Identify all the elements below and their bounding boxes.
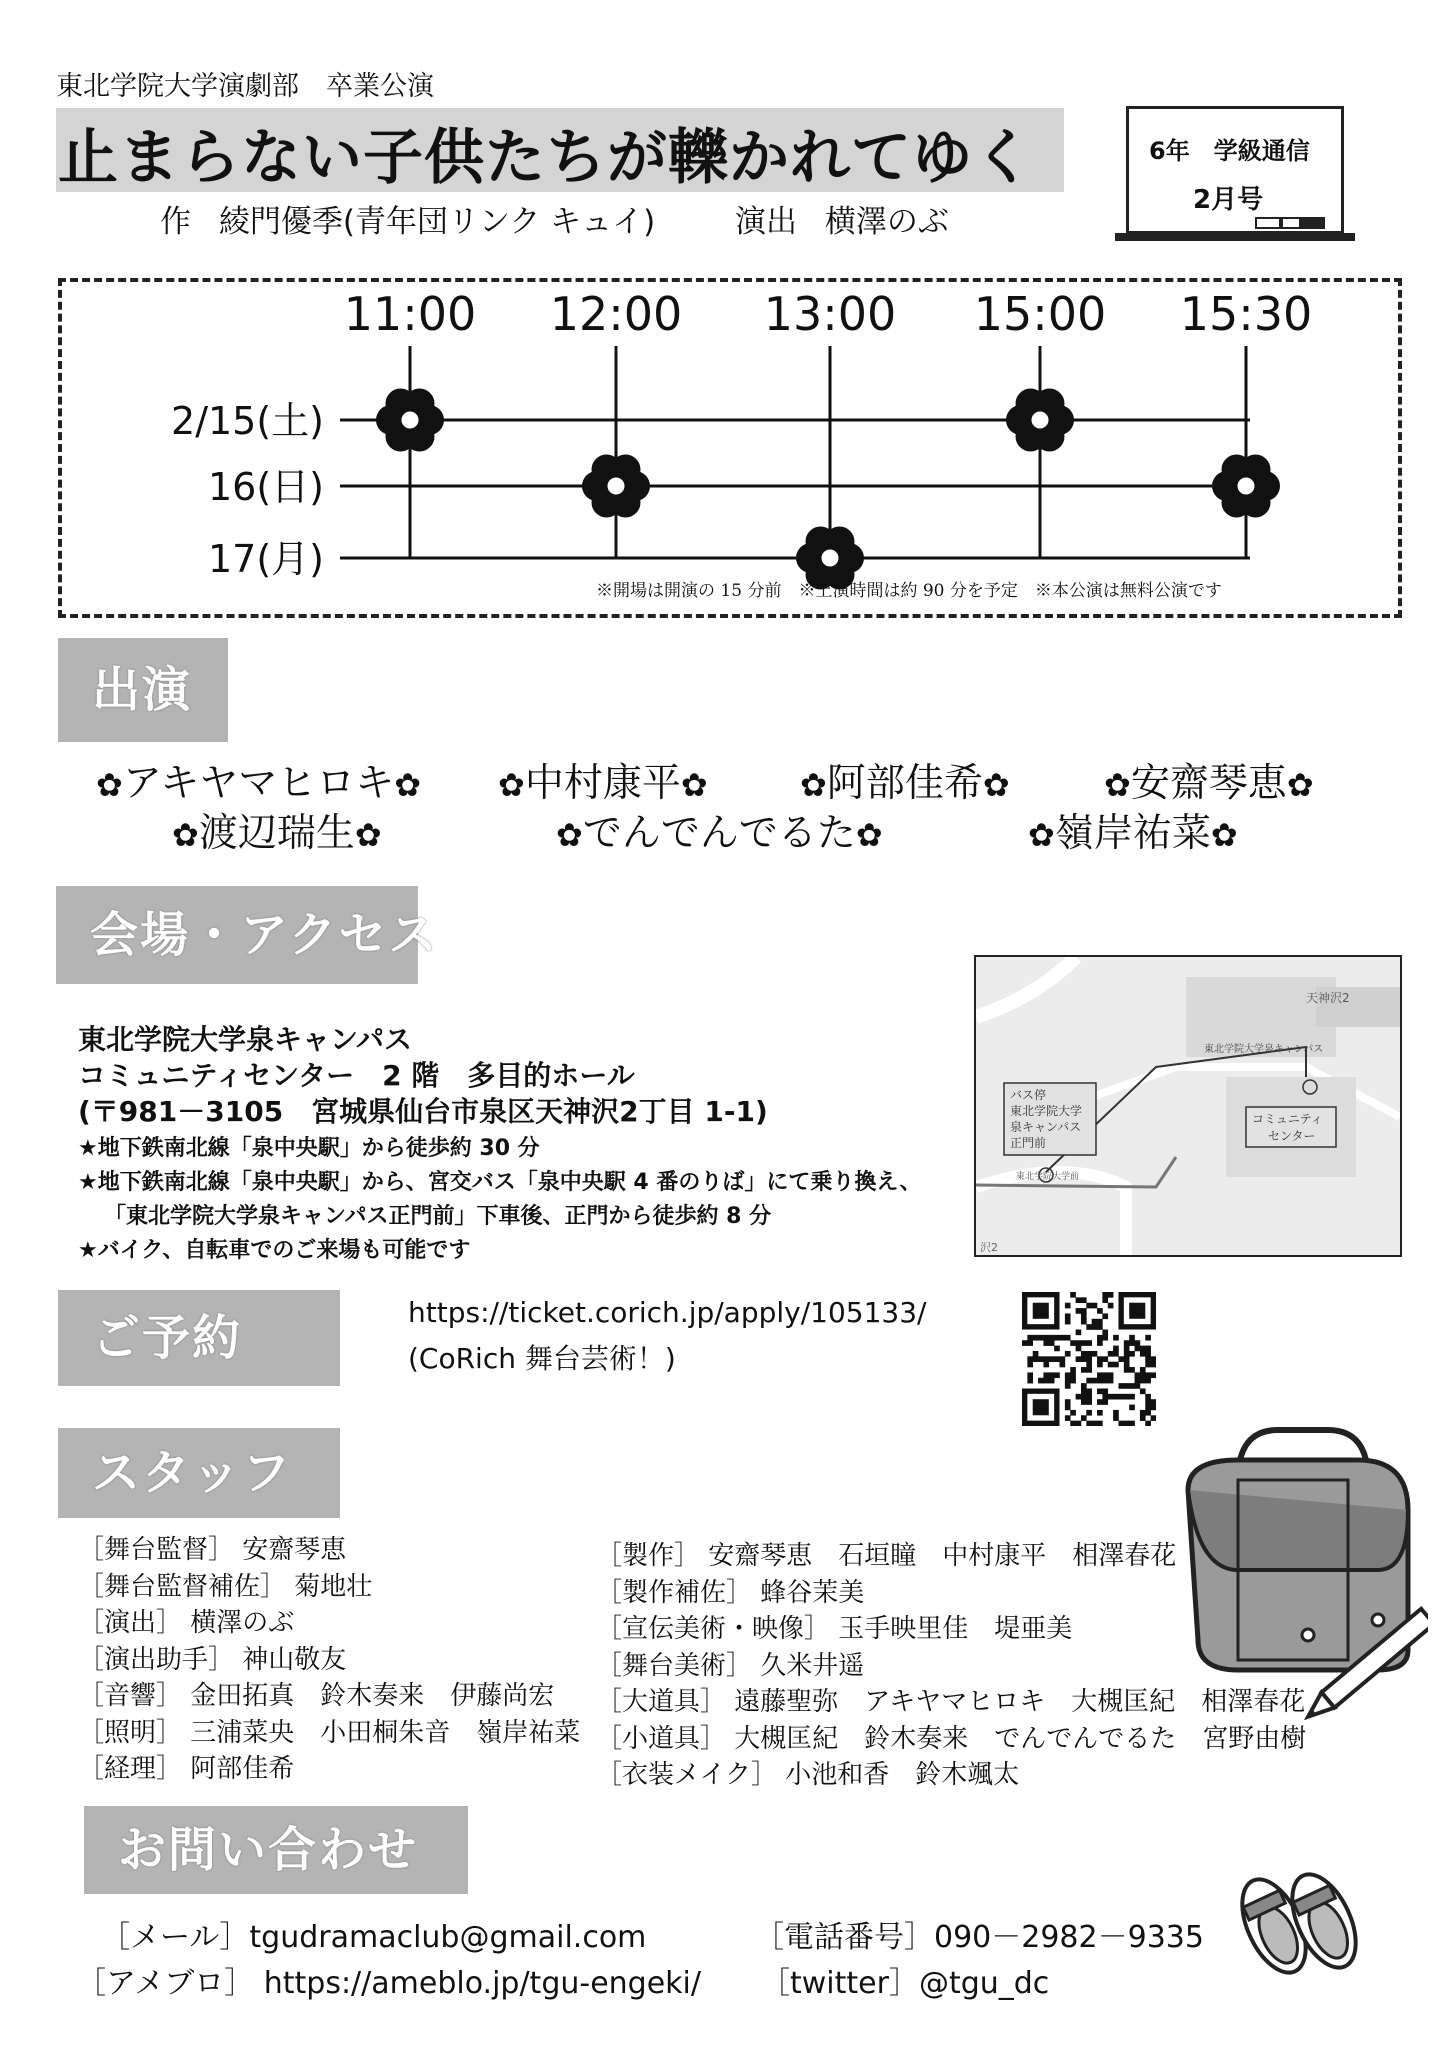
flower-icon: ✿	[1028, 816, 1055, 854]
board-month-text: 2月号	[1193, 185, 1264, 215]
flower-icon: ✿	[556, 816, 583, 854]
time-label: 13:00	[763, 287, 897, 341]
staff-entry: ［演出］ 横澤のぶ	[78, 1608, 295, 1638]
contact-mail[interactable]: ［メール］tgudramaclub@gmail.com	[100, 1920, 647, 1955]
date-label: 16(日)	[207, 465, 324, 509]
cast-name: 嶺岸祐菜	[1054, 811, 1211, 856]
map-busstop-line: 東北学院大学	[1010, 1104, 1083, 1118]
contact-twitter[interactable]: ［twitter］@tgu_dc	[760, 1966, 1050, 2001]
staff-list-left	[78, 1532, 580, 1788]
contact-blog[interactable]: ［アメブロ］ https://ameblo.jp/tgu-engeki/	[76, 1966, 701, 2001]
cast-name: でんでんでるた	[582, 811, 856, 856]
flower-icon: ✿	[354, 816, 382, 854]
qr-code-icon[interactable]	[1022, 1292, 1156, 1426]
date-label: 2/15(土)	[171, 399, 324, 443]
time-label: 11:00	[343, 287, 477, 341]
cast-name: 中村康平	[524, 761, 681, 806]
venue-name: 東北学院大学泉キャンパス	[78, 1023, 413, 1056]
section-heading-contact: お問い合わせ	[84, 1806, 468, 1894]
schedule-note: ※開場は開演の 15 分前 ※上演時間は約 90 分を予定 ※本公演は無料公演です	[596, 581, 1222, 601]
contact-phone[interactable]: ［電話番号］090－2982－9335	[754, 1920, 1204, 1955]
section-heading-staff: スタッフ	[58, 1428, 340, 1518]
schedule-box	[58, 278, 1402, 618]
club-name: 東北学院大学演劇部 卒業公演	[56, 71, 434, 102]
chalk-icon	[1281, 217, 1301, 229]
access-item: ★バイク、自転車でのご来場も可能です	[78, 1238, 471, 1263]
credits	[160, 196, 949, 241]
staff-entry: ［舞台監督補佐］ 菊地壮	[78, 1571, 373, 1602]
staff-entry: ［舞台監督］ 安齋琴恵	[78, 1535, 347, 1565]
staff-entry: ［舞台美術］ 久米井遥	[596, 1650, 865, 1681]
access-item: ★地下鉄南北線「泉中央駅」から徒歩約 30 分	[78, 1136, 540, 1161]
play-title: 止まらない子供たちが轢かれてゆく	[58, 123, 1034, 193]
indoor-shoes-icon	[1234, 1856, 1364, 1986]
map-busstop-line: バス停	[1010, 1088, 1047, 1102]
chalk-icon	[1255, 217, 1281, 229]
cast-name: アキヤマヒロキ	[122, 761, 395, 806]
board-sill	[1115, 233, 1355, 241]
flower-icon: ✿	[394, 766, 422, 804]
director-label: 演出	[735, 204, 797, 240]
cast-member	[1028, 802, 1238, 858]
flower-icon: ✿	[1286, 766, 1314, 804]
cast-member	[556, 802, 883, 858]
author-label: 作	[160, 204, 191, 240]
flower-icon: ✿	[680, 766, 708, 804]
reservation-info	[408, 1290, 927, 1382]
flower-icon: ✿	[1210, 816, 1238, 854]
board-class-text: 6年 学級通信	[1149, 137, 1310, 165]
cast-member	[800, 752, 1010, 808]
flower-icon: ✿	[172, 816, 199, 854]
cast-member	[1104, 752, 1314, 808]
chalkboard	[1126, 106, 1344, 234]
staff-entry: ［経理］ 阿部佳希	[78, 1754, 295, 1784]
map-campus-label: 東北学院大学泉キャンパス	[1204, 1044, 1324, 1055]
cast-member	[172, 802, 382, 858]
access-item: ★地下鉄南北線「泉中央駅」から、宮交バス「泉中央駅 4 番のりば」にて乗り換え、	[78, 1170, 922, 1195]
schedule-grid	[62, 282, 1398, 614]
map-center-line: センター	[1268, 1129, 1316, 1143]
map-busstop-line: 泉キャンパス	[1010, 1120, 1082, 1134]
venue-room: コミュニティセンター 2 階 多目的ホール	[78, 1059, 635, 1092]
flower-icon: ✿	[498, 766, 525, 804]
venue-info	[78, 1022, 768, 1130]
flower-icon	[1212, 455, 1280, 518]
map-busstop-line: 正門前	[1010, 1136, 1047, 1150]
staff-entry: ［小道具］ 大槻匡紀 鈴木奏来 でんでんでるた 宮野由樹	[596, 1723, 1307, 1754]
access-item: 「東北学院大学泉キャンパス正門前」下車後、正門から徒歩約 8 分	[104, 1204, 772, 1229]
map-center-line: コミュニティ	[1252, 1112, 1323, 1126]
cast-name: 安齋琴恵	[1130, 761, 1287, 806]
staff-entry: ［照明］ 三浦菜央 小田桐朱音 嶺岸祐菜	[78, 1717, 581, 1748]
cast-name: 阿部佳希	[826, 761, 983, 806]
flower-icon	[376, 389, 444, 452]
time-label: 12:00	[549, 287, 683, 341]
staff-entry: ［製作補佐］ 蜂谷茉美	[596, 1577, 865, 1608]
map-area-label: 天神沢2	[1306, 991, 1350, 1005]
flower-icon	[582, 455, 650, 518]
cast-member	[498, 752, 708, 808]
cast-member	[96, 752, 421, 808]
staff-entry: ［衣装メイク］ 小池和香 鈴木颯太	[596, 1760, 1020, 1790]
venue-address: (〒981－3105 宮城県仙台市泉区天神沢2丁目 1-1)	[78, 1095, 768, 1128]
staff-entry: ［演出助手］ 神山敬友	[78, 1644, 347, 1675]
director-name: 横澤のぶ	[824, 204, 949, 240]
staff-entry: ［音響］ 金田拓真 鈴木奏来 伊藤尚宏	[78, 1681, 555, 1711]
eraser-icon	[1301, 217, 1325, 229]
flower-icon: ✿	[96, 766, 123, 804]
flower-icon: ✿	[982, 766, 1010, 804]
map-corner-label: 沢2	[980, 1241, 998, 1254]
author-name: 綾門優季(青年団リンク キュイ)	[218, 204, 656, 240]
flower-icon: ✿	[1104, 766, 1131, 804]
reservation-url[interactable]: https://ticket.corich.jp/apply/105133/	[408, 1296, 927, 1329]
section-heading-cast: 出演	[58, 638, 228, 742]
date-label: 17(月)	[207, 537, 324, 581]
access-list	[78, 1132, 922, 1268]
map-gate-label: 東北学院大学前	[1016, 1172, 1080, 1182]
section-heading-reservation: ご予約	[58, 1290, 340, 1386]
staff-entry: ［製作］ 安齋琴恵 石垣瞳 中村康平 相澤春花	[596, 1541, 1177, 1571]
flower-icon: ✿	[800, 766, 827, 804]
section-heading-venue: 会場・アクセス	[56, 886, 418, 984]
school-backpack-icon	[1178, 1420, 1428, 1720]
reservation-site: (CoRich 舞台芸術！)	[408, 1342, 676, 1375]
access-map	[974, 955, 1402, 1257]
time-label: 15:00	[973, 287, 1107, 341]
flower-icon	[1006, 389, 1074, 452]
staff-entry: ［宣伝美術・映像］ 玉手映里佳 堤亜美	[596, 1614, 1073, 1644]
cast-name: 渡辺瑞生	[198, 811, 355, 856]
flower-icon: ✿	[855, 816, 883, 854]
staff-entry: ［大道具］ 遠藤聖弥 アキヤマヒロキ 大槻匡紀 相澤春花	[596, 1687, 1306, 1717]
time-label: 15:30	[1179, 287, 1313, 341]
